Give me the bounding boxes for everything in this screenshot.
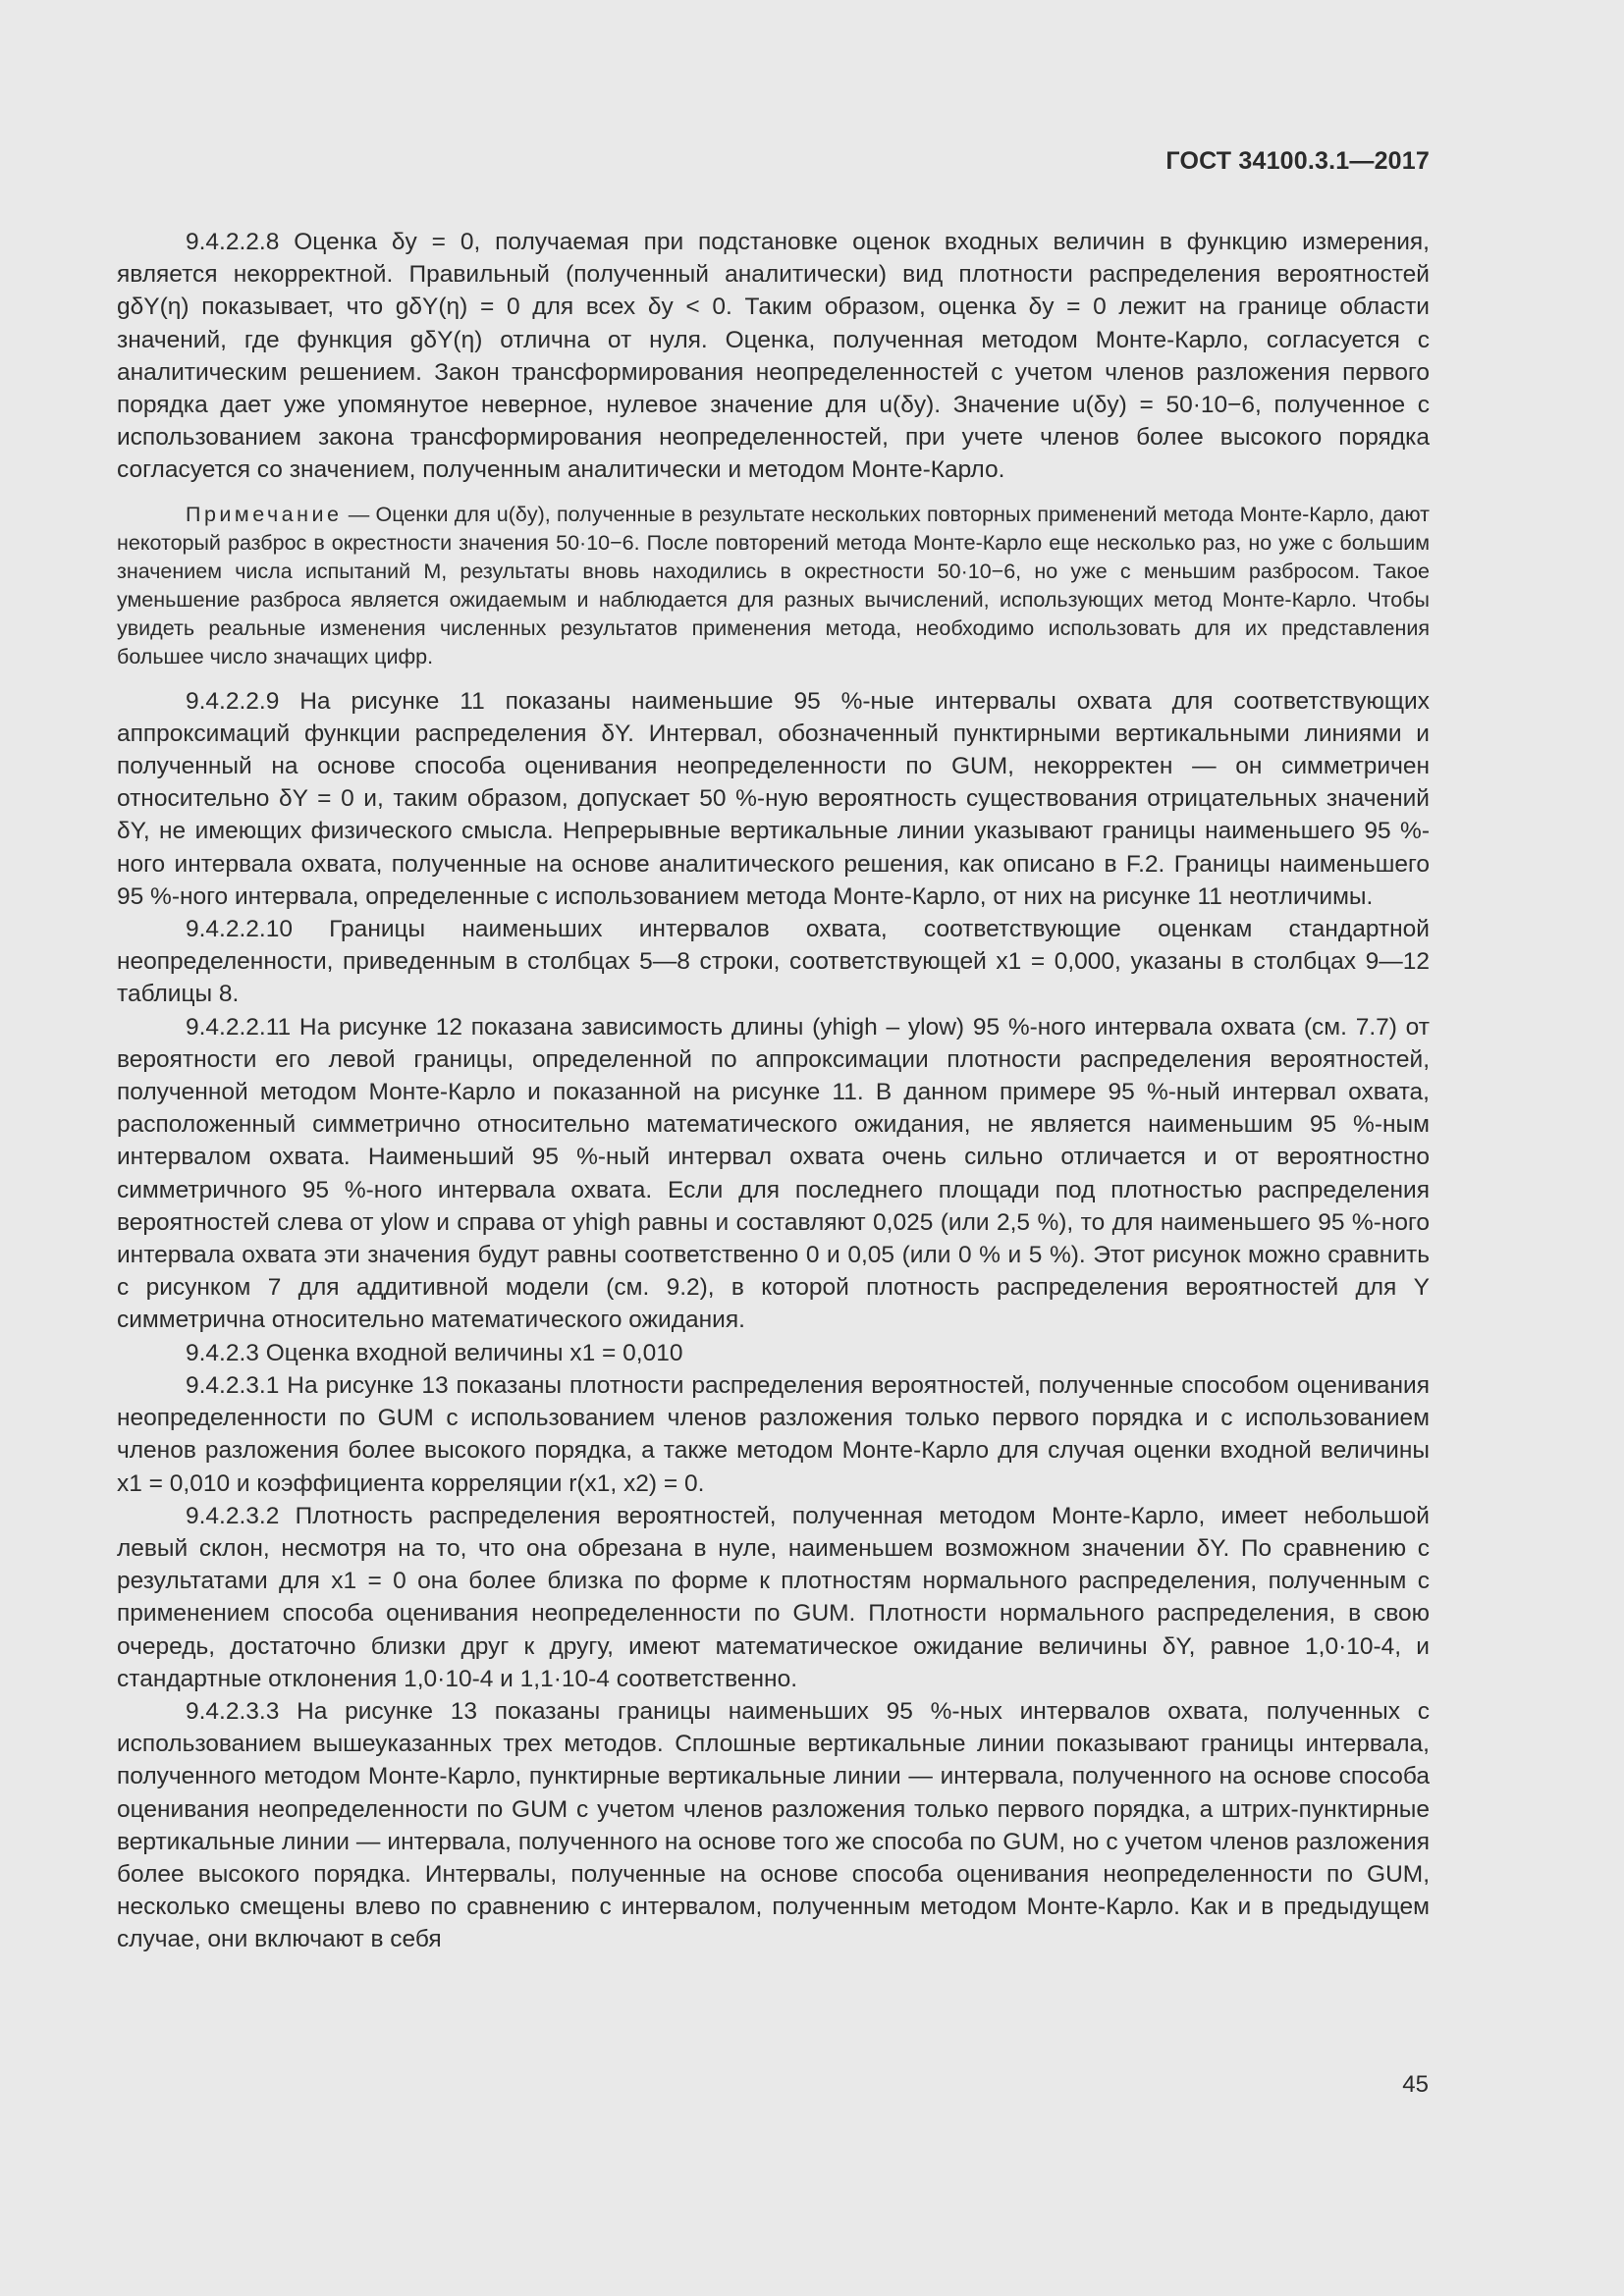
note-text: — Оценки для u(δy), полученные в результате нескольких повторных применений метода Монте-Карло, дают некоторый разброс в окрестности значения 50·10−6. После повторений метода Монте-Карло еще несколько раз, но уже с большим значением числа испытаний M, результаты вновь находились в окрестности 50·10−6, но уже с меньшим разбросом. Такое уменьшение разброса является ожидаемым и наблюдается для разных вычислений, использующих метод Монте-Карло. Чтобы увидеть реальные изменения численных результатов применения метода, необходимо использовать для их представления большее число значащих цифр. [117, 502, 1430, 668]
page-number: 45 [1402, 2071, 1429, 2098]
note-label: Примечание [186, 502, 343, 526]
heading-9-4-2-3: 9.4.2.3 Оценка входной величины x1 = 0,010 [186, 1339, 683, 1366]
paragraph-9-4-2-2-10: 9.4.2.2.10 Границы наименьших интервалов охвата, соответствующие оценкам стандартной неопределенности, приведенным в столбцах 5—8 строки, соответствующей x1 = 0,000, указаны в столбцах 9—12 таблицы 8. [117, 916, 1430, 1008]
paragraph-9-4-2-2-8: 9.4.2.2.8 Оценка δy = 0, получаемая при подстановке оценок входных величин в функцию измерения, является некорректной. Правильный (полученный аналитически) вид плотности распределения вероятностей gδY(η) показывает, что gδY(η) = 0 для всех δy < 0. Таким образом, оценка δy = 0 лежит на границе области значений, где функция gδY(η) отлична от нуля. Оценка, полученная методом Монте-Карло, согласуется с аналитическим решением. Закон трансформирования неопределенностей с учетом членов разложения первого порядка дает уже упомянутое неверное, нулевое значение для u(δy). Значение u(δy) = 50·10−6, полученное с использованием закона трансформирования неопределенностей, при учете членов более высокого порядка согласуется со значением, полученным аналитически и методом Монте-Карло. [117, 229, 1430, 484]
body-text [117, 226, 1430, 1956]
paragraph-9-4-2-2-11: 9.4.2.2.11 На рисунке 12 показана зависимость длины (yhigh – ylow) 95 %-ного интервала охвата (см. 7.7) от вероятности его левой границы, определенной по аппроксимации плотности распределения вероятностей, полученной методом Монте-Карло и показанной на рисунке 11. В данном примере 95 %-ный интервал охвата, расположенный симметрично относительно математического ожидания, не является наименьшим 95 %-ным интервалом охвата. Наименьший 95 %-ный интервал охвата очень сильно отличается и от вероятностно симметричного 95 %-ного интервала охвата. Если для последнего площади под плотностью распределения вероятностей слева от ylow и справа от yhigh равны и составляют 0,025 (или 2,5 %), то для наименьшего 95 %-ного интервала охвата эти значения будут равны соответственно 0 и 0,05 (или 0 % и 5 %). Этот рисунок можно сравнить с рисунком 7 для аддитивной модели (см. 9.2), в которой плотность распределения вероятностей для Y симметрична относительно математического ожидания. [117, 1013, 1430, 1334]
paragraph-9-4-2-3-2: 9.4.2.3.2 Плотность распределения вероятностей, полученная методом Монте-Карло, имеет небольшой левый склон, несмотря на то, что она обрезана в нуле, наименьшем возможном значении δY. По сравнению с результатами для x1 = 0 она более близка по форме к плотностям нормального распределения, полученным с применением способа оценивания неопределенности по GUM. Плотности нормального распределения, в свою очередь, достаточно близки друг к другу, имеют математическое ожидание величины δY, равное 1,0·10-4, и стандартные отклонения 1,0·10-4 и 1,1·10-4 соответственно. [117, 1502, 1430, 1692]
paragraph-9-4-2-2-9: 9.4.2.2.9 На рисунке 11 показаны наименьшие 95 %-ные интервалы охвата для соответствующих аппроксимаций функции распределения δY. Интервал, обозначенный пунктирными вертикальными линиями и полученный на основе способа оценивания неопределенности по GUM, некорректен — он симметричен относительно δY = 0 и, таким образом, допускает 50 %-ную вероятность существования отрицательных значений δY, не имеющих физического смысла. Непрерывные вертикальные линии указывают границы наименьшего 95 %-ного интервала охвата, полученные на основе аналитического решения, как описано в F.2. Границы наименьшего 95 %-ного интервала, определенные с использованием метода Монте-Карло, от них на рисунке 11 неотличимы. [117, 687, 1430, 910]
document-header: ГОСТ 34100.3.1—2017 [1165, 147, 1430, 175]
note [117, 501, 1430, 671]
paragraph-9-4-2-3-1: 9.4.2.3.1 На рисунке 13 показаны плотности распределения вероятностей, полученные способом оценивания неопределенности по GUM с использованием членов разложения только первого порядка и с использованием членов разложения более высокого порядка, а также методом Монте-Карло для случая оценки входной величины x1 = 0,010 и коэффициента корреляции r(x1, x2) = 0. [117, 1371, 1430, 1497]
paragraph-9-4-2-3-3: 9.4.2.3.3 На рисунке 13 показаны границы наименьших 95 %-ных интервалов охвата, полученных с использованием вышеуказанных трех методов. Сплошные вертикальные линии показывают границы интервала, полученного методом Монте-Карло, пунктирные вертикальные линии — интервала, полученного на основе способа оценивания неопределенности по GUM с учетом членов разложения только первого порядка, а штрих-пунктирные вертикальные линии — интервала, полученного на основе того же способа по GUM, но с учетом членов разложения более высокого порядка. Интервалы, полученные на основе способа оценивания неопределенности по GUM, несколько смещены влево по сравнению с интервалом, полученным методом Монте-Карло. Как и в предыдущем случае, они включают в себя [117, 1697, 1430, 1953]
